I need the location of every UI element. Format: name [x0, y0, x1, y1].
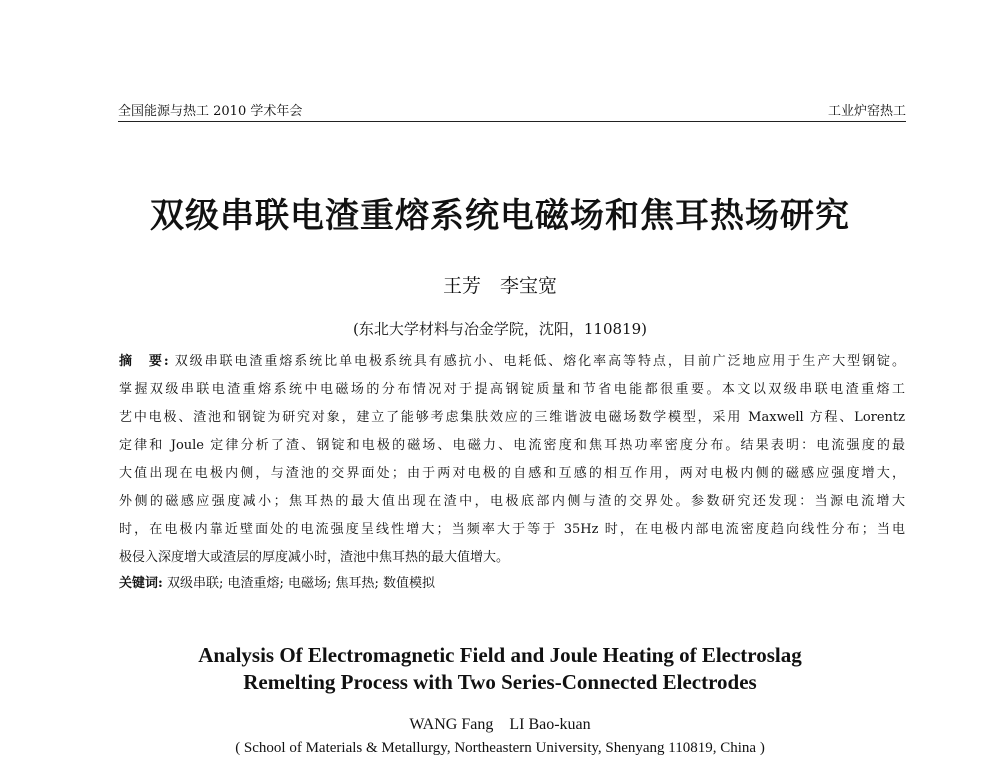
english-title-line-2: Remelting Process with Two Series-Connected Electrodes: [243, 670, 757, 694]
abstract-line: 极侵入深度增大或渣层的厚度减小时，渣池中焦耳热的最大值增大。: [119, 550, 510, 565]
abstract-line: 定律和 Joule 定律分析了渣、钢锭和电极的磁场、电磁力、电流密度和焦耳热功率密度分布。结果表明：电流强度的最: [119, 438, 905, 453]
abstract-line: 艺中电极、渣池和钢锭为研究对象，建立了能够考虑集肤效应的三维谐波电磁场数学模型，采用 Maxwell 方程、Lorentz: [119, 410, 905, 425]
chinese-affiliation: (东北大学材料与冶金学院，沈阳，110819): [353, 320, 647, 338]
abstract-text: 双级串联电渣重熔系统比单电极系统具有感抗小、电耗低、熔化率高等特点，目前广泛地应用于生产大型钢锭。: [174, 354, 905, 369]
running-header: [118, 99, 906, 122]
keywords-label: 关键词:: [119, 576, 163, 591]
chinese-authors: 王芳 李宝宽: [442, 275, 557, 297]
abstract-line: [119, 348, 905, 376]
abstract-line: 时，在电极内靠近壁面处的电流强度呈线性增大；当频率大于等于 35Hz 时，在电极内部电流密度趋向线性分布；当电: [119, 522, 905, 537]
abstract-label: 摘 要:: [119, 354, 169, 369]
abstract-line: 大值出现在电极内侧，与渣池的交界面处；由于两对电极的自感和互感的相互作用，两对电极内侧的磁感应强度增大，: [119, 466, 905, 481]
chinese-keywords: [119, 573, 905, 595]
chinese-abstract: [119, 348, 905, 572]
abstract-line: 外侧的磁感应强度减小；焦耳热的最大值出现在渣中，电极底部内侧与渣的交界处。参数研究还发现：当源电流增大: [119, 494, 905, 509]
english-title: [0, 642, 1000, 696]
conference-header: 全国能源与热工 2010 学术年会: [118, 104, 303, 119]
keywords-text: 双级串联; 电渣重熔; 电磁场; 焦耳热; 数值模拟: [166, 576, 436, 591]
english-authors: WANG Fang LI Bao-kuan: [409, 716, 591, 733]
chinese-title: 双级串联电渣重熔系统电磁场和焦耳热场研究: [150, 196, 850, 236]
english-affiliation: ( School of Materials & Metallurgy, Northeastern University, Shenyang 110819, China ): [235, 740, 765, 756]
section-header: 工业炉窑热工: [827, 104, 906, 119]
english-title-line-1: Analysis Of Electromagnetic Field and Joule Heating of Electroslag: [198, 643, 802, 667]
abstract-line: 掌握双级串联电渣重熔系统中电磁场的分布情况对于提高钢锭质量和节省电能都很重要。本文以双级串联电渣重熔工: [119, 382, 905, 397]
